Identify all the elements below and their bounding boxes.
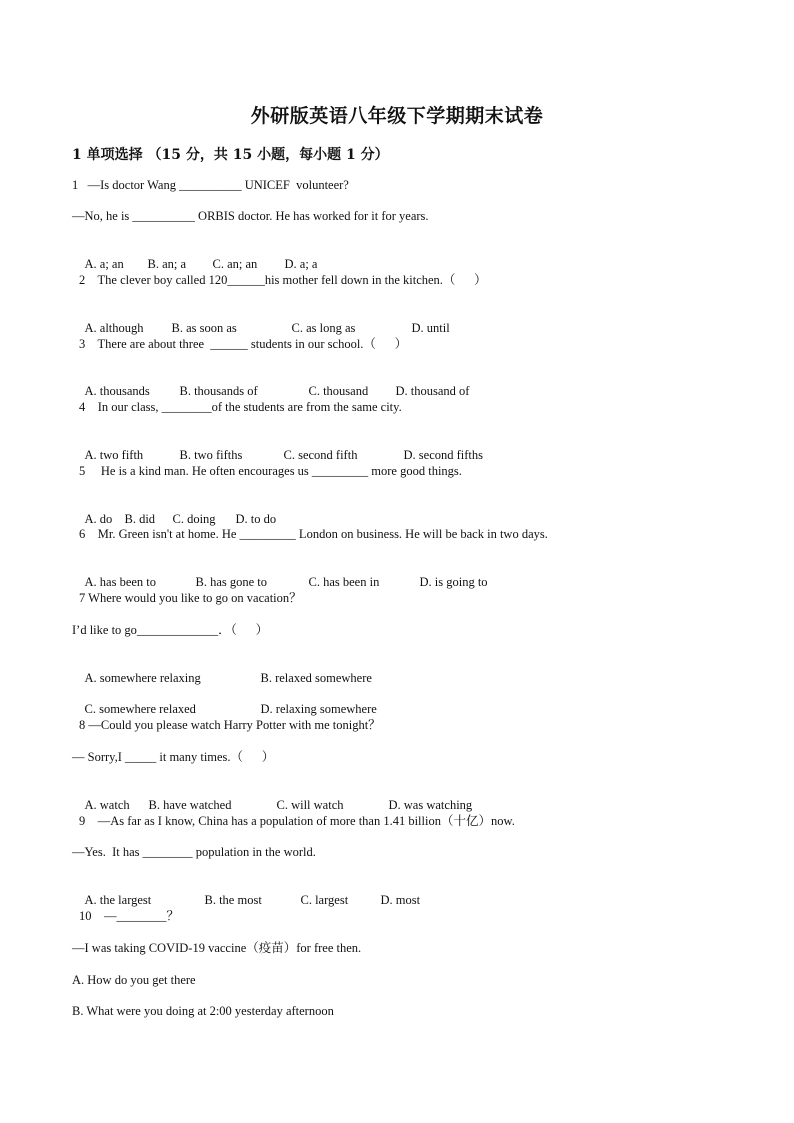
option-d: D. most [380,893,421,907]
option-b: B. relaxed somewhere [260,671,372,685]
option-d: D. relaxing somewhere [260,702,377,716]
option-a: A. do [84,512,113,526]
option-a: A. watch [84,798,130,812]
page-title: 外研版英语八年级下学期期末试卷 [250,105,544,127]
option-d: D. to do [235,512,277,526]
option-a: A. the largest [84,893,152,907]
option-a: A. although [84,321,144,335]
option-d: D. second fifths [403,448,483,462]
question-2-text: 2 The clever boy called 120______his mother fell down in the kitchen.（ ） [79,273,487,287]
option-a: A. has been to [84,575,157,589]
option-d: D. a; a [284,257,318,271]
question-7-text: 7 Where would you like to go on vacation？ [79,591,302,605]
option-c: C. will watch [276,798,344,812]
question-10-option-a: A. How do you get there [72,973,196,987]
option-c: C. second fifth [283,448,358,462]
option-d: D. thousand of [395,384,470,398]
option-b: B. an; a [147,257,187,271]
question-10-answer-line: —I was taking COVID-19 vaccine（疫苗）for free then. [72,941,362,955]
option-c: C. doing [172,512,216,526]
option-a: A. thousands [84,384,150,398]
question-1-text: 1 —Is doctor Wang __________ UNICEF volunteer? [72,178,349,192]
question-8-text: 8 —Could you please watch Harry Potter with me tonight？ [79,718,381,732]
option-a: A. two fifth [84,448,144,462]
question-10-text: 10 —________？ [79,909,180,923]
section-heading: 1 单项选择 （15 分，共 15 小题，每小题 1 分） [72,147,389,163]
option-c: C. has been in [308,575,380,589]
option-d: D. is going to [419,575,488,589]
question-1-answer-line: —No, he is __________ ORBIS doctor. He has worked for it for years. [72,209,429,223]
option-b: B. has gone to [195,575,268,589]
option-d: D. until [411,321,450,335]
question-8-answer-line: — Sorry,I _____ it many times.（ ） [72,750,275,764]
option-b: B. the most [204,893,262,907]
question-3-text: 3 There are about three ______ students in our school.（ ） [79,337,408,351]
question-5-text: 5 He is a kind man. He often encourages us _________ more good things. [79,464,462,478]
option-b: B. have watched [148,798,232,812]
question-6-text: 6 Mr. Green isn't at home. He _________ London on business. He will be back in two days. [79,527,548,541]
question-10-option-b: B. What were you doing at 2:00 yesterday afternoon [72,1004,334,1018]
option-b: B. thousands of [179,384,258,398]
option-b: B. two fifths [179,448,243,462]
option-c: C. an; an [212,257,258,271]
question-9-text: 9 —As far as I know, China has a population of more than 1.41 billion（十亿）now. [79,814,515,828]
option-c: C. largest [300,893,349,907]
question-4-text: 4 In our class, ________of the students are from the same city. [79,400,402,414]
question-7-answer-line: I’d like to go_____________．（ ） [72,623,269,637]
option-d: D. was watching [388,798,473,812]
option-c: C. as long as [291,321,356,335]
question-9-answer-line: —Yes. It has ________ population in the world. [72,845,316,859]
option-a: A. somewhere relaxing [84,671,201,685]
option-c: C. somewhere relaxed [84,702,196,716]
option-b: B. did [124,512,156,526]
option-b: B. as soon as [171,321,237,335]
option-a: A. a; an [84,257,124,271]
option-c: C. thousand [308,384,369,398]
